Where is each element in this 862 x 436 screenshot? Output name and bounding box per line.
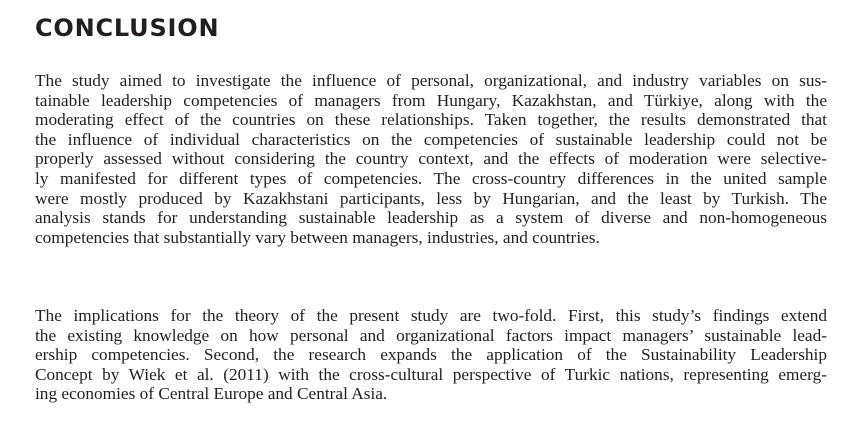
- paragraph-line: were mostly produced by Kazakhstani participants, less by Hungarian, and the least by Turkish. The: [35, 188, 827, 208]
- paragraph-line: Concept by Wiek et al. (2011) with the cross-cultural perspective of Turkic nations, representing emerg-: [35, 364, 827, 384]
- paragraph-1: [35, 71, 827, 247]
- paragraph-line: tainable leadership competencies of managers from Hungary, Kazakhstan, and Türkiye, along with the: [35, 90, 827, 110]
- paragraph-line: The study aimed to investigate the influence of personal, organizational, and industry variables on sus-: [35, 71, 827, 90]
- paragraph-2: [35, 306, 827, 404]
- paragraph-line: the existing knowledge on how personal and organizational factors impact managers’ sustainable lead-: [35, 325, 827, 345]
- paragraph-line: competencies that substantially vary between managers, industries, and countries.: [35, 227, 600, 247]
- paragraph-line: ly manifested for different types of competencies. The cross-country differences in the united sample: [35, 168, 827, 188]
- paragraph-line: analysis stands for understanding sustainable leadership as a system of diverse and non-homogeneous: [35, 208, 827, 228]
- paragraph-line: ing economies of Central Europe and Central Asia.: [35, 384, 388, 404]
- paragraph-line: the influence of individual characteristics on the competencies of sustainable leadership could not be: [35, 129, 827, 149]
- section-heading: CONCLUSION: [35, 14, 220, 42]
- paragraph-line: The implications for the theory of the present study are two-fold. First, this study’s findings extend: [35, 306, 827, 325]
- paragraph-line: properly assessed without considering the country context, and the effects of moderation were selective-: [35, 149, 827, 169]
- paragraph-line: moderating effect of the countries on these relationships. Taken together, the results demonstrated that: [35, 110, 827, 130]
- paragraph-line: ership competencies. Second, the research expands the application of the Sustainability Leadership: [35, 345, 827, 365]
